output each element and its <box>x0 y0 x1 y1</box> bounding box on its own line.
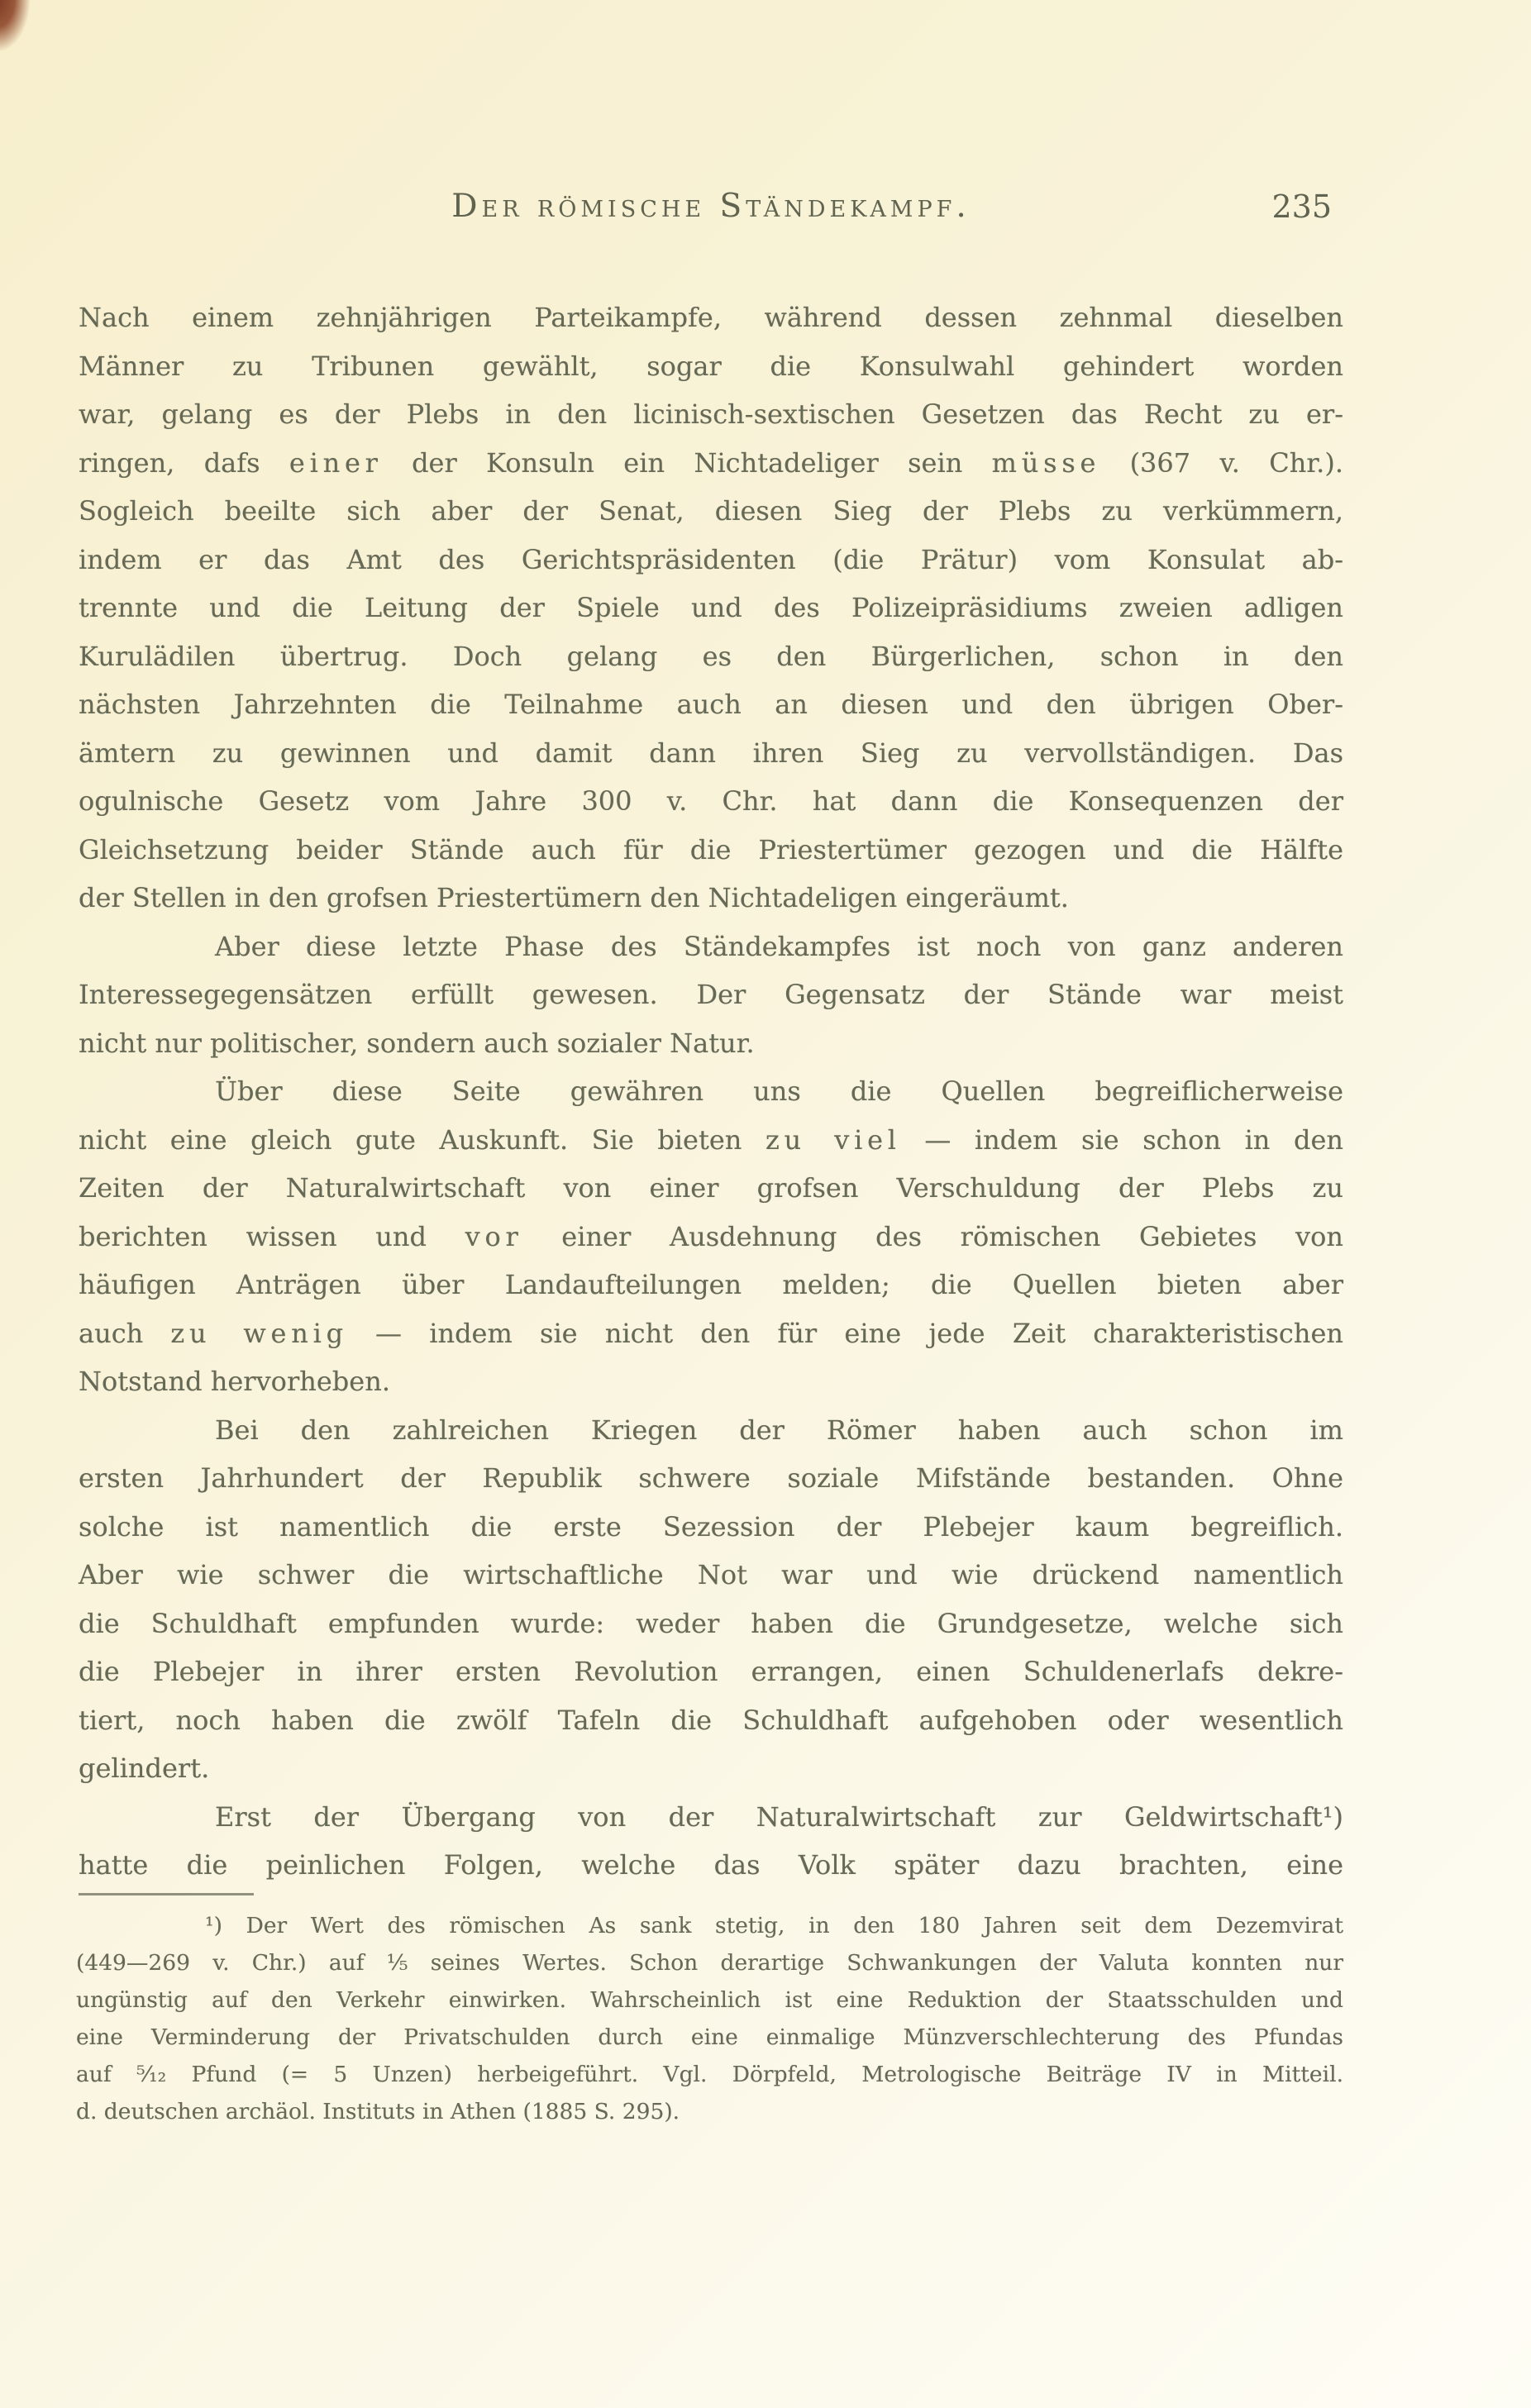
letterspaced-text: zu wenig <box>170 1317 348 1349</box>
text-line: Interessegegensätzen erfüllt gewesen. Der Gegensatz der Stände war meist <box>79 979 1343 1010</box>
running-head <box>79 184 1343 230</box>
text-line: Aber diese letzte Phase des Ständekampfes ist noch von ganz anderen <box>215 930 1343 962</box>
text-line: Sogleich beeilte sich aber der Senat, diesen Sieg der Plebs zu verkümmern, <box>79 495 1343 527</box>
text-line: Kurulädilen übertrug. Doch gelang es den Bürgerlichen, schon in den <box>79 640 1343 672</box>
text-line: der Stellen in den grofsen Priestertümern den Nichtadeligen eingeräumt. <box>79 882 1069 913</box>
text-line: Bei den zahlreichen Kriegen der Römer haben auch schon im <box>215 1414 1343 1446</box>
text-line: tiert, noch haben die zwölf Tafeln die Schuldhaft aufgehoben oder wesentlich <box>79 1704 1343 1736</box>
text-line: d. deutschen archäol. Instituts in Athen (1885 S. 295). <box>76 2099 680 2124</box>
text-line: ungünstig auf den Verkehr einwirken. Wahrscheinlich ist eine Reduktion der Staatsschulden und <box>76 1987 1343 2013</box>
text-line: ersten Jahrhundert der Republik schwere soziale Mifstände bestanden. Ohne <box>79 1462 1343 1494</box>
text-line: Männer zu Tribunen gewählt, sogar die Konsulwahl gehindert worden <box>79 350 1343 382</box>
text-line: eine Verminderung der Privatschulden durch eine einmalige Münzverschlechterung des Pfundas <box>76 2024 1343 2050</box>
page-title: Der römische Ständekampf. <box>451 188 971 225</box>
text-line: auf ⁵⁄₁₂ Pfund (= 5 Unzen) herbeigeführt. Vgl. Dörpfeld, Metrologische Beiträge IV in Mitteil. <box>76 2062 1343 2087</box>
text-line: Aber wie schwer die wirtschaftliche Not war und wie drückend namentlich <box>79 1559 1343 1590</box>
text-line: nächsten Jahrzehnten die Teilnahme auch an diesen und den übrigen Ober- <box>79 689 1343 720</box>
body-text <box>79 293 1343 1890</box>
text-line: ämtern zu gewinnen und damit dann ihren Sieg zu vervollständigen. Das <box>79 737 1343 769</box>
text-line: Zeiten der Naturalwirtschaft von einer grofsen Verschuldung der Plebs zu <box>79 1172 1343 1204</box>
text-line: ¹) Der Wert des römischen As sank stetig, in den 180 Jahren seit dem Dezemvirat <box>205 1913 1343 1938</box>
letterspaced-text: einer <box>289 446 383 479</box>
scan-corner-artifact <box>0 0 30 51</box>
text-line: nicht nur politischer, sondern auch sozialer Natur. <box>79 1027 755 1059</box>
text-line: die Plebejer in ihrer ersten Revolution errangen, einen Schuldenerlafs dekre- <box>79 1656 1343 1687</box>
text-line: Nach einem zehnjährigen Parteikampfe, während dessen zehnmal dieselben <box>79 302 1343 333</box>
text-line: war, gelang es der Plebs in den licinisch-sextischen Gesetzen das Recht zu er- <box>79 398 1343 430</box>
text-line: indem er das Amt des Gerichtspräsidenten (die Prätur) vom Konsulat ab- <box>79 543 1343 575</box>
text-line: auch zu wenig — indem sie nicht den für eine jede Zeit charakteristischen <box>79 1317 1343 1349</box>
text-line: gelindert. <box>79 1752 210 1784</box>
text-line: Über diese Seite gewähren uns die Quellen begreiflicherweise <box>215 1075 1343 1107</box>
footnote <box>76 1907 1343 2130</box>
text-line: solche ist namentlich die erste Sezession der Plebejer kaum begreiflich. <box>79 1510 1343 1543</box>
letterspaced-text: zu viel <box>765 1123 901 1156</box>
text-line: Erst der Übergang von der Naturalwirtschaft zur Geldwirtschaft¹) <box>215 1800 1343 1833</box>
footnote-separator-rule <box>79 1893 254 1895</box>
text-line: nicht eine gleich gute Auskunft. Sie bieten zu viel — indem sie schon in den <box>79 1123 1343 1156</box>
text-line: Gleichsetzung beider Stände auch für die Priestertümer gezogen und die Hälfte <box>79 833 1343 865</box>
text-line: ogulnische Gesetz vom Jahre 300 v. Chr. hat dann die Konsequenzen der <box>79 785 1343 817</box>
text-line: trennte und die Leitung der Spiele und des Polizeipräsidiums zweien adligen <box>79 592 1343 623</box>
text-line: berichten wissen und vor einer Ausdehnung des römischen Gebietes von <box>79 1220 1344 1252</box>
letterspaced-text: vor <box>465 1220 523 1252</box>
page-number: 235 <box>1271 188 1332 225</box>
text-line: Notstand hervorheben. <box>79 1366 390 1397</box>
letterspaced-text: müsse <box>991 446 1101 479</box>
text-line: häufigen Anträgen über Landaufteilungen melden; die Quellen bieten aber <box>79 1269 1343 1300</box>
text-line: (449—269 v. Chr.) auf ¹⁄₅ seines Wertes. Schon derartige Schwankungen der Valuta konnten nur <box>76 1950 1343 1976</box>
text-line: die Schuldhaft empfunden wurde: weder haben die Grundgesetze, welche sich <box>79 1607 1343 1639</box>
text-line: hatte die peinlichen Folgen, welche das Volk später dazu brachten, eine <box>79 1849 1343 1881</box>
text-line: ringen, dafs einer der Konsuln ein Nichtadeliger sein müsse (367 v. Chr.). <box>79 446 1344 479</box>
